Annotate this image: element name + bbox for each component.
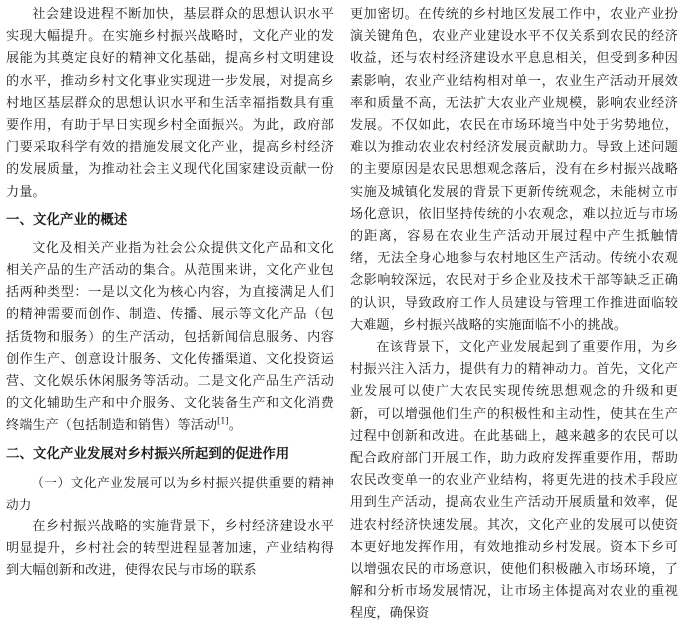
definition-paragraph xyxy=(6,238,334,438)
background-paragraph: 在该背景下，文化产业发展起到了重要作用，为乡村振兴注入活力，提供有力的精神动力。首先，文化产业发展可以使广大农民实现传统思想观念的升级和更新，可以增强他们生产的积极性和主动性，使其在生产过程中创新和改进。在此基础上，越来越多的农民可以配合政府部门开展工作，助力政府发挥重要作用，帮助农民改变单一的农业产业结构，将更先进的技术手段应用到生产活动，提高农业生产活动开展质量和效率，促进农村经济快速发展。其次，文化产业的发展可以使资本更好地发挥作用，有效地推动乡村发展。资本下乡可以增强农民的市场意识，使他们积极融入市场环境，了解和分析市场发展情况，让市场主体提高对农业的重视程度，确保资 xyxy=(350,340,678,622)
subsection-heading-1: （一）文化产业发展可以为乡村振兴提供重要的精神动力 xyxy=(6,474,334,512)
body-paragraph: 在乡村振兴战略的实施背景下，乡村经济建设水平明显提升，乡村社会的转型进程显著加速，产业结构得到大幅创新和改进，使得农民与市场的联系 xyxy=(6,518,334,579)
definition-text: 文化及相关产业指为社会公众提供文化产品和文化相关产品的生产活动的集合。从范围来讲，文化产业包括两种类型：一是以文化为核心内容，为直接满足人们的精神需要而创作、制造、传播、展示等文化产品（包括货物和服务）的生产活动，包括新闻信息服务、内容创作生产、创意设计服务、文化传播渠道、文化投资运营、文化娱乐休闲服务等活动。二是文化产品生产活动的文化辅助生产和中介服务、文化装备生产和文化消费终端生产（包括制造和销售）等活动 xyxy=(6,240,334,434)
section-heading-1: 一、文化产业的概述 xyxy=(6,212,128,228)
definition-end: 。 xyxy=(228,418,242,434)
continued-paragraph: 更加密切。在传统的乡村地区发展工作中，农业产业扮演关键角色，农业产业建设水平不仅关系到农民的经济收益，还与农村经济建设水平息息相关，但受到多种因素影响，农业产业结构相对单一，农业生产活动开展效率和质量不高，无法扩大农业产业规模，影响农业经济发展。不仅如此，农民在市场环境当中处于劣势地位，难以为推动农业农村经济发展贡献助力。导致上述问题的主要原因是农民思想观念落后，没有在乡村振兴战略实施及城镇化发展的背景下更新传统观念，未能树立市场化意识，依旧坚持传统的小农观念，难以拉近与市场的距离，容易在农业生产活动开展过程中产生抵触情绪，无法全身心地参与农村地区生产活动。传统小农观念影响较深远，农民对于乡企业及技术干部等缺乏正确的认识，导致政府工作人员建设与管理工作推进面临较大难题，乡村振兴战略的实施面临不小的挑战。 xyxy=(350,7,678,333)
citation-ref: [1] xyxy=(217,417,229,427)
intro-paragraph: 社会建设进程不断加快，基层群众的思想认识水平实现大幅提升。在实施乡村振兴战略时，文化产业的发展能为其奠定良好的精神文化基础，提高乡村文明建设的水平，推动乡村文化事业实现进一步发展，对提高乡村地区基层群众的思想认识水平和生活幸福指数具有重要作用，有助于早日实现乡村全面振兴。为此，政府部门要采取科学有效的措施发展文化产业，提高乡村经济的发展质量，为推动社会主义现代化国家建设贡献一份力量。 xyxy=(6,7,334,200)
right-column xyxy=(350,4,678,622)
section-heading-2: 二、文化产业发展对乡村振兴所起到的促进作用 xyxy=(6,446,290,462)
left-column xyxy=(6,4,334,603)
